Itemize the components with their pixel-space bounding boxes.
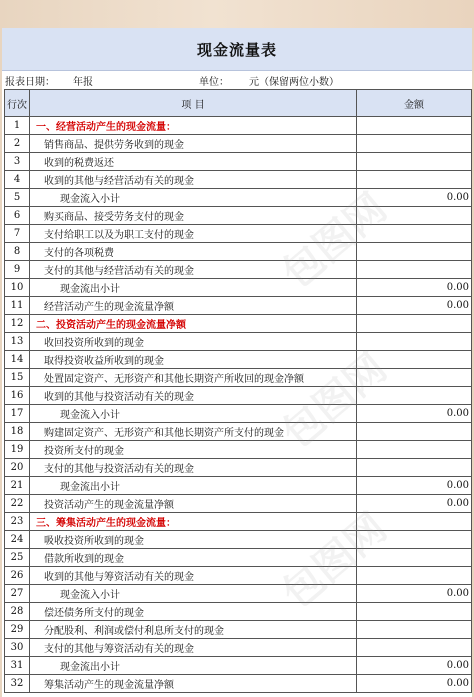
row-amount[interactable] xyxy=(357,225,472,243)
row-item[interactable]: 筹集活动产生的现金流量净额 xyxy=(30,675,357,693)
row-item[interactable]: 支付的各项税费 xyxy=(30,243,357,261)
row-amount[interactable]: 0.00 xyxy=(357,585,472,603)
table-row xyxy=(5,153,472,171)
table-header-row xyxy=(5,90,472,117)
row-item[interactable]: 购买商品、接受劳务支付的现金 xyxy=(30,207,357,225)
row-number[interactable]: 11 xyxy=(5,297,30,315)
row-amount[interactable] xyxy=(357,261,472,279)
row-item[interactable]: 取得投资收益所收到的现金 xyxy=(30,351,357,369)
row-number[interactable]: 15 xyxy=(5,369,30,387)
table-row xyxy=(5,279,472,297)
row-number[interactable]: 20 xyxy=(5,459,30,477)
row-amount[interactable] xyxy=(357,621,472,639)
row-item[interactable]: 收到的其他与投资活动有关的现金 xyxy=(30,387,357,405)
row-item[interactable]: 分配股利、利润或偿付利息所支付的现金 xyxy=(30,621,357,639)
row-number[interactable]: 27 xyxy=(5,585,30,603)
row-number[interactable]: 28 xyxy=(5,603,30,621)
row-item[interactable]: 现金流入小计 xyxy=(30,585,357,603)
table-body xyxy=(5,117,472,693)
row-item[interactable]: 三、筹集活动产生的现金流量： xyxy=(30,513,357,531)
row-number[interactable]: 25 xyxy=(5,549,30,567)
table-row xyxy=(5,225,472,243)
row-number[interactable]: 14 xyxy=(5,351,30,369)
report-meta xyxy=(2,71,472,89)
row-number[interactable]: 6 xyxy=(5,207,30,225)
row-item[interactable]: 购建固定资产、无形资产和其他长期资产所支付的现金 xyxy=(30,423,357,441)
row-amount[interactable]: 0.00 xyxy=(357,297,472,315)
header-amount: 金额 xyxy=(357,90,472,117)
row-amount[interactable] xyxy=(357,549,472,567)
row-number[interactable]: 26 xyxy=(5,567,30,585)
table-row xyxy=(5,135,472,153)
table-row xyxy=(5,675,472,693)
row-number[interactable]: 12 xyxy=(5,315,30,333)
table-row xyxy=(5,369,472,387)
table-row xyxy=(5,315,472,333)
row-amount[interactable] xyxy=(357,333,472,351)
row-number[interactable]: 16 xyxy=(5,387,30,405)
unit-value: 元（保留两位小数） xyxy=(249,76,339,88)
table-row xyxy=(5,513,472,531)
row-amount[interactable] xyxy=(357,423,472,441)
row-amount[interactable] xyxy=(357,369,472,387)
table-row xyxy=(5,567,472,585)
row-amount[interactable] xyxy=(357,387,472,405)
row-item[interactable]: 处置固定资产、无形资产和其他长期资产所收回的现金净额 xyxy=(30,369,357,387)
row-item[interactable]: 支付给职工以及为职工支付的现金 xyxy=(30,225,357,243)
row-amount[interactable] xyxy=(357,639,472,657)
row-amount[interactable] xyxy=(357,513,472,531)
page-title: 现金流量表 xyxy=(2,28,472,71)
row-number[interactable]: 30 xyxy=(5,639,30,657)
row-number[interactable]: 8 xyxy=(5,243,30,261)
row-item[interactable]: 现金流入小计 xyxy=(30,405,357,423)
table-row xyxy=(5,531,472,549)
row-amount[interactable]: 0.00 xyxy=(357,495,472,513)
row-item[interactable]: 经营活动产生的现金流量净额 xyxy=(30,297,357,315)
row-amount[interactable] xyxy=(357,207,472,225)
table-row xyxy=(5,405,472,423)
row-number[interactable]: 9 xyxy=(5,261,30,279)
table-row xyxy=(5,603,472,621)
row-amount[interactable] xyxy=(357,243,472,261)
row-number[interactable]: 13 xyxy=(5,333,30,351)
table-row xyxy=(5,639,472,657)
row-item[interactable]: 收到的其他与筹资活动有关的现金 xyxy=(30,567,357,585)
row-item[interactable]: 支付的其他与筹资活动有关的现金 xyxy=(30,639,357,657)
row-amount[interactable]: 0.00 xyxy=(357,477,472,495)
cash-flow-table xyxy=(4,89,472,693)
table-row xyxy=(5,423,472,441)
table-row xyxy=(5,441,472,459)
table-row xyxy=(5,189,472,207)
row-number[interactable]: 17 xyxy=(5,405,30,423)
row-number[interactable]: 29 xyxy=(5,621,30,639)
row-number[interactable]: 1 xyxy=(5,117,30,135)
table-row xyxy=(5,495,472,513)
row-amount[interactable] xyxy=(357,153,472,171)
row-number[interactable]: 31 xyxy=(5,657,30,675)
row-item[interactable]: 销售商品、提供劳务收到的现金 xyxy=(30,135,357,153)
table-row xyxy=(5,117,472,135)
row-amount[interactable]: 0.00 xyxy=(357,657,472,675)
table-row xyxy=(5,261,472,279)
row-item[interactable]: 投资活动产生的现金流量净额 xyxy=(30,495,357,513)
row-amount[interactable] xyxy=(357,531,472,549)
row-amount[interactable]: 0.00 xyxy=(357,279,472,297)
row-number[interactable]: 19 xyxy=(5,441,30,459)
header-item: 项 目 xyxy=(30,90,357,117)
row-amount[interactable]: 0.00 xyxy=(357,675,472,693)
table-row xyxy=(5,549,472,567)
row-item[interactable]: 收到的税费返还 xyxy=(30,153,357,171)
row-number[interactable]: 32 xyxy=(5,675,30,693)
table-row xyxy=(5,351,472,369)
row-amount[interactable] xyxy=(357,117,472,135)
row-number[interactable]: 2 xyxy=(5,135,30,153)
row-item[interactable]: 现金流出小计 xyxy=(30,657,357,675)
row-amount[interactable] xyxy=(357,459,472,477)
row-item[interactable]: 支付的其他与经营活动有关的现金 xyxy=(30,261,357,279)
table-row xyxy=(5,387,472,405)
table-row xyxy=(5,459,472,477)
row-amount[interactable] xyxy=(357,567,472,585)
row-item[interactable]: 二、投资活动产生的现金流量净额 xyxy=(30,315,357,333)
table-row xyxy=(5,333,472,351)
row-item[interactable]: 现金流入小计 xyxy=(30,189,357,207)
row-item[interactable]: 收到的其他与经营活动有关的现金 xyxy=(30,171,357,189)
row-number[interactable]: 24 xyxy=(5,531,30,549)
row-item[interactable]: 偿还债务所支付的现金 xyxy=(30,603,357,621)
row-number[interactable]: 5 xyxy=(5,189,30,207)
row-amount[interactable]: 0.00 xyxy=(357,189,472,207)
row-number[interactable]: 4 xyxy=(5,171,30,189)
row-amount[interactable] xyxy=(357,315,472,333)
row-item[interactable]: 吸收投资所收到的现金 xyxy=(30,531,357,549)
row-amount[interactable]: 0.00 xyxy=(357,405,472,423)
table-row xyxy=(5,585,472,603)
row-item[interactable]: 投资所支付的现金 xyxy=(30,441,357,459)
table-row xyxy=(5,657,472,675)
unit-label: 单位： xyxy=(199,76,229,88)
table-row xyxy=(5,171,472,189)
row-number[interactable]: 10 xyxy=(5,279,30,297)
row-amount[interactable] xyxy=(357,603,472,621)
row-item[interactable]: 借款所收到的现金 xyxy=(30,549,357,567)
table-row xyxy=(5,477,472,495)
row-item[interactable]: 支付的其他与投资活动有关的现金 xyxy=(30,459,357,477)
table-row xyxy=(5,243,472,261)
row-item[interactable]: 现金流出小计 xyxy=(30,279,357,297)
row-number[interactable]: 7 xyxy=(5,225,30,243)
row-number[interactable]: 3 xyxy=(5,153,30,171)
row-item[interactable]: 收回投资所收到的现金 xyxy=(30,333,357,351)
row-amount[interactable] xyxy=(357,171,472,189)
cash-flow-sheet xyxy=(2,28,472,697)
row-amount[interactable] xyxy=(357,135,472,153)
row-number[interactable]: 22 xyxy=(5,495,30,513)
row-amount[interactable] xyxy=(357,351,472,369)
header-no: 行次 xyxy=(5,90,30,117)
row-number[interactable]: 18 xyxy=(5,423,30,441)
row-number[interactable]: 23 xyxy=(5,513,30,531)
table-row xyxy=(5,297,472,315)
date-label: 报表日期： xyxy=(5,76,55,88)
row-amount[interactable] xyxy=(357,441,472,459)
row-number[interactable]: 21 xyxy=(5,477,30,495)
row-item[interactable]: 一、经营活动产生的现金流量： xyxy=(30,117,357,135)
table-row xyxy=(5,621,472,639)
table-row xyxy=(5,207,472,225)
row-item[interactable]: 现金流出小计 xyxy=(30,477,357,495)
date-value: 年报 xyxy=(73,76,93,88)
